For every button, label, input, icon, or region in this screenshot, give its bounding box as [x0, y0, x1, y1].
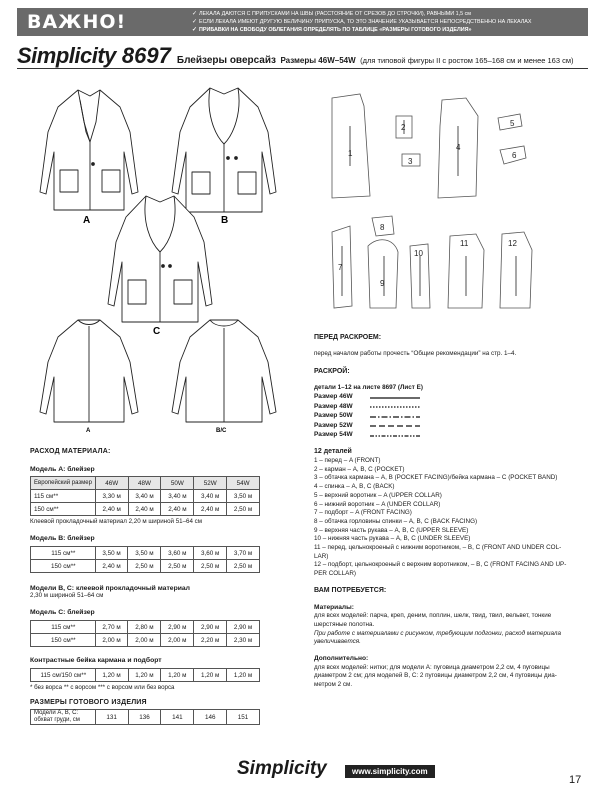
notions-text: для всех моделей: нитки; для модели A: пуговица диаметром 2,2 см, 4 пуговицы: [314, 663, 550, 671]
model-a-title: Модель A: блейзер: [30, 466, 95, 473]
banner-title: ВАЖНО!: [27, 11, 127, 33]
before-cutting-heading: ПЕРЕД РАСКРОЕМ:: [314, 334, 382, 341]
model-a-yardage-table: [30, 476, 260, 516]
pattern-title-line: [17, 43, 588, 69]
size-line-row: Размер 54W: [314, 431, 580, 441]
view-a-back-drawing: [40, 320, 138, 422]
size-cell: 48W: [128, 477, 161, 490]
you-need-heading: ВАМ ПОТРЕБУЕТСЯ:: [314, 586, 387, 594]
size-line-row: Размер 48W: [314, 402, 580, 412]
size-cell: 50W: [161, 477, 194, 490]
materials-note: увеличивается.: [314, 638, 361, 646]
pattern-title: Блейзеры оверсайз: [176, 55, 276, 66]
fabric-footnote: * без ворса ** с ворсом *** с ворсом или без ворса: [30, 684, 175, 691]
instructions-column: [314, 334, 580, 690]
garment-illustrations: [28, 82, 290, 444]
list-item: 4 – спинка – A, B, C (BACK): [314, 483, 395, 491]
figure-note: (для типовой фигуры II с ростом 165–168 см и менее 163 см): [360, 56, 574, 65]
piece-label: 1: [348, 149, 353, 158]
size-cell: 54W: [227, 477, 260, 490]
list-item: LAR): [314, 552, 329, 560]
label-view-a: A: [83, 215, 91, 226]
pieces-heading: 12 деталей: [314, 448, 352, 456]
notions-subheading: Дополнительно:: [314, 655, 369, 663]
model-a-interfacing-note: Клеевой прокладочный материал 2,20 м шириной 51–64 см: [30, 518, 202, 525]
list-item: 3 – обтачка кармана – A, B (POCKET FACING)/бейка кармана – C (POCKET BAND): [314, 474, 558, 482]
label-view-b: B: [221, 215, 229, 226]
list-item: 11 – перед, цельнокроеный с нижним воротником, – B, C (FRONT AND UNDER COL-: [314, 544, 562, 552]
finished-heading: РАЗМЕРЫ ГОТОВОГО ИЗДЕЛИЯ: [30, 699, 147, 706]
piece-label: 10: [414, 249, 423, 258]
piece-label: 2: [401, 123, 406, 132]
banner-note: ✓ ПРИБАВКИ НА СВОБОДУ ОБЛЕГАНИЯ ОПРЕДЕЛЯТЬ ПО ТАБЛИЦЕ «РАЗМЕРЫ ГОТОВОГО ИЗДЕЛИЯ»: [192, 27, 472, 33]
list-item: 6 – нижний воротник – A (UNDER COLLAR): [314, 500, 441, 508]
piece-label: 5: [510, 119, 515, 128]
materials-heading: РАСХОД МАТЕРИАЛА:: [30, 448, 111, 455]
table-header-row: [31, 477, 260, 490]
banner-notes: [192, 10, 531, 34]
pattern-sizes: Размеры 46W–54W: [280, 56, 356, 65]
materials-section: [30, 448, 260, 725]
view-a-front-drawing: [40, 90, 138, 210]
materials-text: шерстяные полотна.: [314, 620, 375, 628]
check-icon: ✓: [192, 27, 198, 33]
model-b-title: Модель B: блейзер: [30, 535, 95, 542]
list-item: 10 – нижняя часть рукава – A, B, C (UNDER SLEEVE): [314, 535, 471, 543]
table-row: 115 см/150 см** 1,20 м 1,20 м 1,20 м 1,20 м 1,20 м: [31, 669, 260, 682]
piece-1: [332, 94, 370, 198]
size-line-52w: [370, 424, 420, 428]
size-line-row: Размер 46W: [314, 393, 580, 403]
table-row: 115 см** 2,70 м 2,80 м 2,90 м 2,90 м 2,90 м: [31, 621, 260, 634]
view-b-front-drawing: [172, 88, 276, 212]
piece-label: 7: [338, 263, 343, 272]
label-back-a: A: [86, 428, 91, 434]
view-bc-back-drawing: [172, 320, 276, 422]
page-number: 17: [569, 774, 582, 786]
table-row: 150 см** 2,40 м 2,40 м 2,40 м 2,40 м 2,50 м: [31, 503, 260, 516]
important-banner: [17, 8, 588, 36]
size-line-50w: [370, 415, 420, 419]
model-c-title: Модель C: блейзер: [30, 609, 95, 616]
sheet-note: детали 1–12 на листе 8697 (Лист E): [314, 384, 423, 392]
list-item: 2 – карман – A, B, C (POCKET): [314, 465, 405, 473]
model-b-yardage-table: [30, 546, 260, 573]
size-line-48w: [370, 405, 420, 409]
brand-logo: Simplicity: [17, 43, 116, 68]
size-line-row: Размер 52W: [314, 421, 580, 431]
table-row: 115 см** 3,30 м 3,40 м 3,40 м 3,40 м 3,50 м: [31, 490, 260, 503]
finished-measurements-table: [30, 709, 260, 725]
footer-url[interactable]: www.simplicity.com: [345, 765, 435, 778]
table-row: 150 см** 2,40 м 2,50 м 2,50 м 2,50 м 2,50 м: [31, 560, 260, 573]
piece-label: 4: [456, 143, 461, 152]
size-cell: 46W: [95, 477, 128, 490]
list-item: 5 – верхний воротник – A (UPPER COLLAR): [314, 491, 442, 499]
before-cutting-text: перед началом работы прочесть “Общие рекомендации” на стр. 1–4.: [314, 349, 517, 357]
pieces-list: [314, 457, 580, 579]
table-row: 115 см** 3,50 м 3,50 м 3,60 м 3,60 м 3,70 м: [31, 547, 260, 560]
notions-text: метром 2 см.: [314, 681, 353, 689]
size-line-legend: [314, 393, 580, 441]
table-row: Модели A, B, C: обхват груди, см 131 136 141 146 151: [31, 710, 260, 725]
piece-label: 6: [512, 151, 517, 160]
model-c-yardage-table: [30, 620, 260, 647]
piece-label: 9: [380, 279, 385, 288]
list-item: 12 – подборт, цельнокроеный с верхним воротником, – B, C (FRONT FACING AND UP-: [314, 561, 567, 569]
materials-subheading: Материалы:: [314, 603, 354, 611]
label-back-bc: B/C: [216, 428, 227, 434]
list-item: 9 – верхняя часть рукава – A, B, C (UPPER SLEEVE): [314, 526, 469, 534]
contrast-title: Контрастные бейка кармана и подборт: [30, 657, 162, 664]
view-c-front-drawing: [108, 196, 212, 322]
check-icon: ✓: [192, 11, 198, 17]
piece-9: [368, 240, 398, 308]
notions-text: диаметром 2 см; для моделей B, C: 2 пуговицы диаметром 2,2 см, 4 пуговицы диа-: [314, 672, 557, 680]
pattern-pieces-diagram: [320, 86, 586, 326]
size-line-54w: [370, 434, 420, 438]
list-item: 1 – перед – A (FRONT): [314, 457, 381, 465]
banner-note: ✓ ЛЕКАЛА ДАЮТСЯ С ПРИПУСКАМИ НА ШВЫ (РАССТОЯНИЕ ОТ СРЕЗОВ ДО СТРОЧКИ), РАВНЫМИ 1,5 см: [192, 11, 471, 17]
piece-label: 11: [460, 239, 469, 248]
size-cell: 52W: [194, 477, 227, 490]
materials-note: При работе с материалами с рисунком, требующим подгонки, расход материала: [314, 629, 561, 637]
label-view-c: C: [153, 326, 161, 337]
table-row: 150 см** 2,00 м 2,00 м 2,00 м 2,20 м 2,30 м: [31, 634, 260, 647]
piece-label: 8: [380, 223, 385, 232]
contrast-yardage-table: [30, 668, 260, 682]
materials-text: для всех моделей: парча, креп, деним, поплин, шелк, твид, твил, вельвет, тонкие: [314, 612, 552, 620]
piece-label: 12: [508, 239, 517, 248]
size-line-46w: [370, 396, 420, 400]
size-line-row: Размер 50W: [314, 412, 580, 422]
list-item: PER COLLAR): [314, 570, 356, 578]
list-item: 7 – подборт – A (FRONT FACING): [314, 509, 412, 517]
footer-brand-logo: Simplicity: [237, 758, 327, 779]
list-item: 8 – обтачка горловины спинки – A, B, C (BACK FACING): [314, 517, 478, 525]
interfacing-bc-value: 2,30 м шириной 51–64 см: [30, 592, 104, 599]
table-header-cell: Европейский размер: [31, 477, 96, 490]
banner-note: ✓ ЕСЛИ ЛЕКАЛА ИМЕЮТ ДРУГУЮ ВЕЛИЧИНУ ПРИПУСКА, ТО ЭТО ЗНАЧЕНИЕ УКАЗЫВАЕТСЯ НЕПОСРЕДСТВЕННО НА ЛЕКАЛАХ: [192, 19, 532, 25]
cutting-heading: РАСКРОЙ:: [314, 368, 350, 376]
piece-label: 3: [408, 157, 413, 166]
pattern-number: 8697: [121, 43, 171, 68]
interfacing-bc-title: Модели B, C: клеевой прокладочный материал: [30, 585, 190, 592]
check-icon: ✓: [192, 19, 198, 25]
